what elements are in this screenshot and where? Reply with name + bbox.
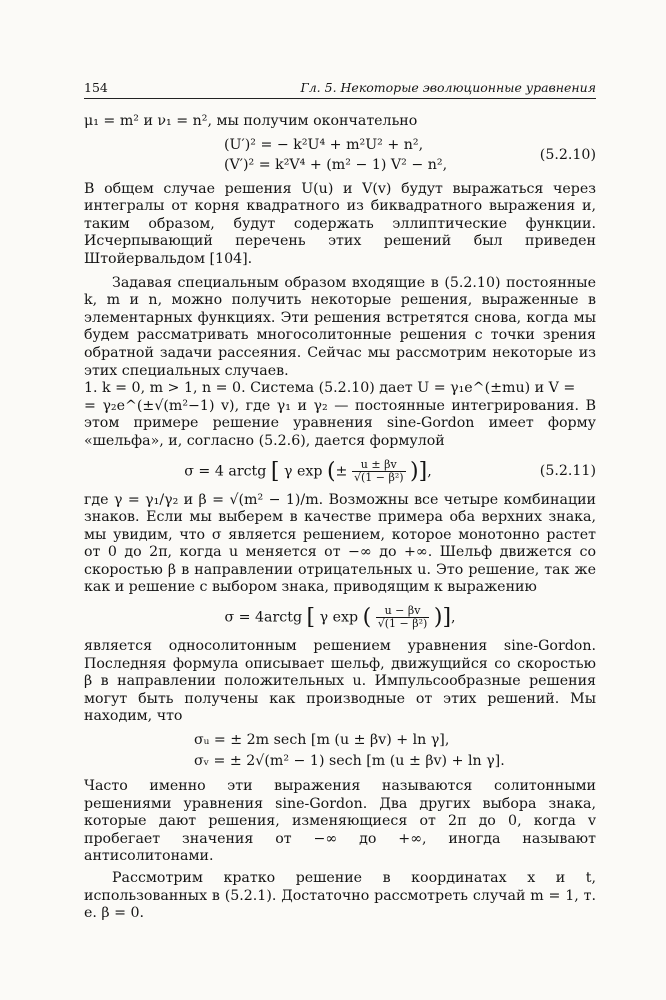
- eq-minus-lhs: σ = 4arctg: [224, 609, 303, 626]
- eq-minus-numerator: u − βv: [376, 605, 430, 618]
- equation-5-2-10: [84, 135, 596, 175]
- eq-minus-inner: γ exp: [319, 609, 359, 626]
- paragraph-last: Рассмотрим кратко решение в координатах x и t, использованных в (5.2.1). Достаточно рассмотреть случай m = 1, т. е. β = 0.: [84, 870, 596, 922]
- page-number: 154: [84, 80, 108, 95]
- eq-5-2-10-line1: (U′)² = − k²U⁴ + m²U² + n²,: [224, 136, 424, 153]
- eq-5-2-11-denominator: √(1 − β²): [353, 470, 404, 484]
- chapter-title: Гл. 5. Некоторые эволюционные уравнения: [300, 80, 596, 95]
- equation-derivatives: [84, 730, 596, 772]
- eq-minus-denominator: √(1 − β²): [377, 617, 428, 631]
- eq-5-2-11-inner: γ exp: [283, 463, 323, 479]
- equation-5-2-11: σ = 4 arctg [ γ exp (± $\frac{u \pm \beta v}{\text{√(1 − β²)}}$ )], (5.2.11): [184, 457, 596, 484]
- eq-5-2-11-fraction: [352, 459, 406, 484]
- intro-line: μ₁ = m² и ν₁ = n², мы получим окончательно: [84, 113, 418, 129]
- eq-5-2-11-lhs: σ = 4 arctg: [184, 463, 267, 479]
- running-header: [84, 80, 596, 99]
- eq-5-2-11-number: (5.2.11): [539, 463, 596, 479]
- paragraph-soliton-names: Часто именно эти выражения называются солитонными решениями уравнения sine-Gordon. Два других выбора знака, которые дают решения, изменяющиеся от 2π до 0, когда v пробегает значения от −∞ до +∞, иногда называют антисолитонами.: [84, 778, 596, 865]
- eq-5-2-10-line2: (V′)² = k²V⁴ + (m² − 1) V² − n²,: [224, 156, 448, 173]
- eq-5-2-10-number: (5.2.10): [539, 146, 596, 163]
- paragraph-one-soliton: является односолитонным решением уравнения sine-Gordon. Последняя формула описывает шельф, движущийся со скоростью β в направлении положительных u. Импульсообразные решения могут быть получены как производные от этих решений. Мы находим, что: [84, 638, 596, 725]
- paragraph-gamma: где γ = γ₁/γ₂ и β = √(m² − 1)/m. Возможны все четыре комбинации знаков. Если мы выберем в качестве примера оба верхних знака, мы увидим, что σ является решением, которое монотонно растет от 0 до 2π, когда u меняется от −∞ до +∞. Шельф движется со скоростью β в направлении отрицательных u. Это решение, так же как и решение с выбором знака, приводящим к выражению: [84, 491, 596, 596]
- eq-5-2-11-numerator: u ± βv: [352, 459, 406, 472]
- eq-minus-fraction: [376, 605, 430, 630]
- page: [84, 80, 596, 923]
- case1-line1: 1. k = 0, m > 1, n = 0. Система (5.2.10) дает U = γ₁e^(±mu) и V =: [84, 380, 576, 397]
- eq-deriv-line1: σᵤ = ± 2m sech [m (u ± βv) + ln γ],: [194, 732, 450, 749]
- equation-minus-sign: σ = 4arctg [ γ exp ( $\frac{u - \beta v}{\text{√(1 − β²)}}$ )],: [224, 604, 456, 631]
- eq-deriv-line2: σᵥ = ± 2√(m² − 1) sech [m (u ± βv) + ln γ].: [194, 753, 505, 770]
- case1-line2: = γ₂e^(±√(m²−1) v), где γ₁ и γ₂ — постоянные интегрирования. В этом примере решение уравнения sine-Gordon имеет форму «шельфа», и, согласно (5.2.6), дается формулой: [84, 397, 596, 449]
- paragraph-special-cases: Задавая специальным образом входящие в (5.2.10) постоянные k, m и n, можно получить некоторые решения, выраженные в элементарных функциях. Эти решения встретятся снова, когда мы будем рассматривать многосолитонные решения с точки зрения обратной задачи рассеяния. Сейчас мы рассмотрим некоторые из этих специальных случаев.: [84, 274, 596, 379]
- paragraph-general-case: В общем случае решения U(u) и V(v) будут выражаться через интегралы от корня квадратного из биквадратного выражения и, таким образом, будут содержать эллиптические функции. Исчерпывающий перечень этих решений был приведен Штойервальдом [104].: [84, 180, 596, 267]
